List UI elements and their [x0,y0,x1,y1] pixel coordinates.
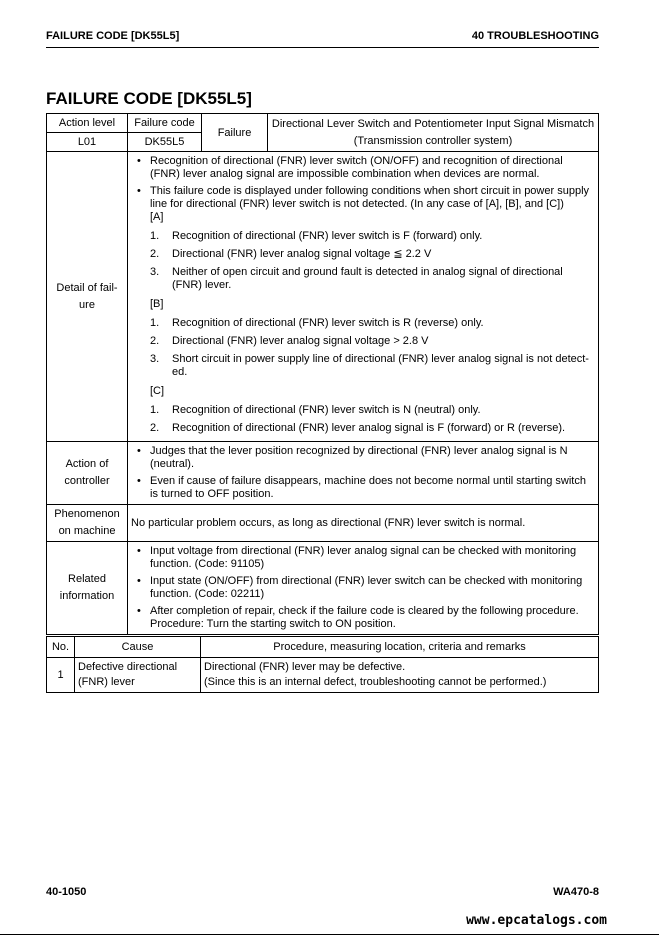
page-number: 40-1050 [46,886,87,898]
detail-label-text: Detail of fail-ure [56,281,118,311]
failure-code-value: DK55L5 [128,133,202,152]
failure-title: Directional Lever Switch and Potentiometer Input Signal Mismatch [271,117,595,130]
related-bullet-3-line-1: • After completion of repair, check if the failure code is cleared by the following procedure. [150,605,579,617]
group-b-label: [B] [150,298,164,310]
procedure-cell [201,658,599,693]
detail-content [128,152,599,442]
col-procedure-header: Procedure, measuring location, criteria and remarks [201,637,599,658]
action-bullet-2: • Even if cause of failure disappears, machine does not become normal until starting switch is turned to OFF position. [134,475,594,501]
related-label-text: Related information [59,573,115,602]
group-b-item-1: 1. Recognition of directional (FNR) lever switch is R (reverse) only. [150,317,484,329]
related-content [128,542,599,635]
group-a-item-2: 2. Directional (FNR) lever analog signal voltage ≦ 2.2 V [150,248,432,260]
group-a-item-1: 1. Recognition of directional (FNR) lever switch is F (forward) only. [150,230,483,242]
cause-no: 1 [47,658,75,693]
detail-label [47,152,128,442]
page-footer [46,886,599,898]
failure-system: (Transmission controller system) [353,134,513,147]
group-a-label: [A] [150,211,164,223]
related-bullet-2: • Input state (ON/OFF) from directional (FNR) lever switch can be checked with monitoring function. (Code: 02211) [134,575,594,601]
related-bullet-1: • Input voltage from directional (FNR) lever analog signal can be checked with monitoring function. (Code: 91105) [134,545,594,571]
failure-title-cell [268,114,599,152]
group-c-item-2: 2. Recognition of directional (FNR) lever analog signal is F (forward) or R (reverse). [150,422,566,434]
phenomenon-label-text: Phenomenon on machine [54,508,120,537]
failure-header: Failure [202,114,268,152]
procedure-line-2: (Since this is an internal defect, troubleshooting cannot be performed.) [204,676,547,688]
phenomenon-content [128,505,599,542]
procedure-line-1: Directional (FNR) lever may be defective. [204,661,406,673]
bottom-divider [0,934,659,935]
group-b-item-2: 2. Directional (FNR) lever analog signal voltage > 2.8 V [150,335,429,347]
detail-bullet-2 [134,185,594,435]
group-c-label: [C] [150,385,165,397]
action-label [47,442,128,505]
detail-bullet-1: • Recognition of directional (FNR) lever switch (ON/OFF) and recognition of directional (FNR) lever analog signal are impossible combination when devices are normal. [134,155,594,181]
header-chapter-title: 40 TROUBLESHOOTING [471,30,599,42]
related-label [47,542,128,635]
group-a-item-3: 3. Neither of open circuit and ground fault is detected in analog signal of directional (FNR) lever. [150,266,563,291]
related-bullet-3 [134,605,594,631]
failure-code-header: Failure code [128,114,202,133]
col-cause-header: Cause [75,637,201,658]
phenomenon-text: No particular problem occurs, as long as directional (FNR) lever switch is normal. [131,517,526,529]
phenomenon-label [47,505,128,542]
page-title: FAILURE CODE [DK55L5] [46,89,252,108]
action-content [128,442,599,505]
header-section-title: FAILURE CODE [DK55L5] [46,30,180,42]
action-label-text: Action of controller [64,458,110,487]
action-level-header: Action level [47,114,128,133]
action-level-value: L01 [47,133,128,152]
watermark-url[interactable]: www.epcatalogs.com [466,913,607,928]
cause-text: Defective directional (FNR) lever [75,658,201,693]
group-b-item-3: 3. Short circuit in power supply line of directional (FNR) lever analog signal is not detect-ed. [150,353,589,378]
failure-detail-table [46,113,599,635]
page-header [46,30,599,48]
detail-bullet-2-text: • This failure code is displayed under following conditions when short circuit in power supply line for directional (FNR) lever switch is not detected. (In any case of [A], [B], and [C]) [150,185,590,210]
related-bullet-3-line-2: Procedure: Turn the starting switch to ON position. [150,618,396,630]
group-c-item-1: 1. Recognition of directional (FNR) lever switch is N (neutral) only. [150,404,481,416]
model-number: WA470-8 [553,886,599,898]
col-no-header: No. [47,637,75,658]
action-bullet-1: • Judges that the lever position recognized by directional (FNR) lever analog signal is N (neutral). [134,445,594,471]
table-row [47,658,599,693]
cause-table [46,636,599,693]
